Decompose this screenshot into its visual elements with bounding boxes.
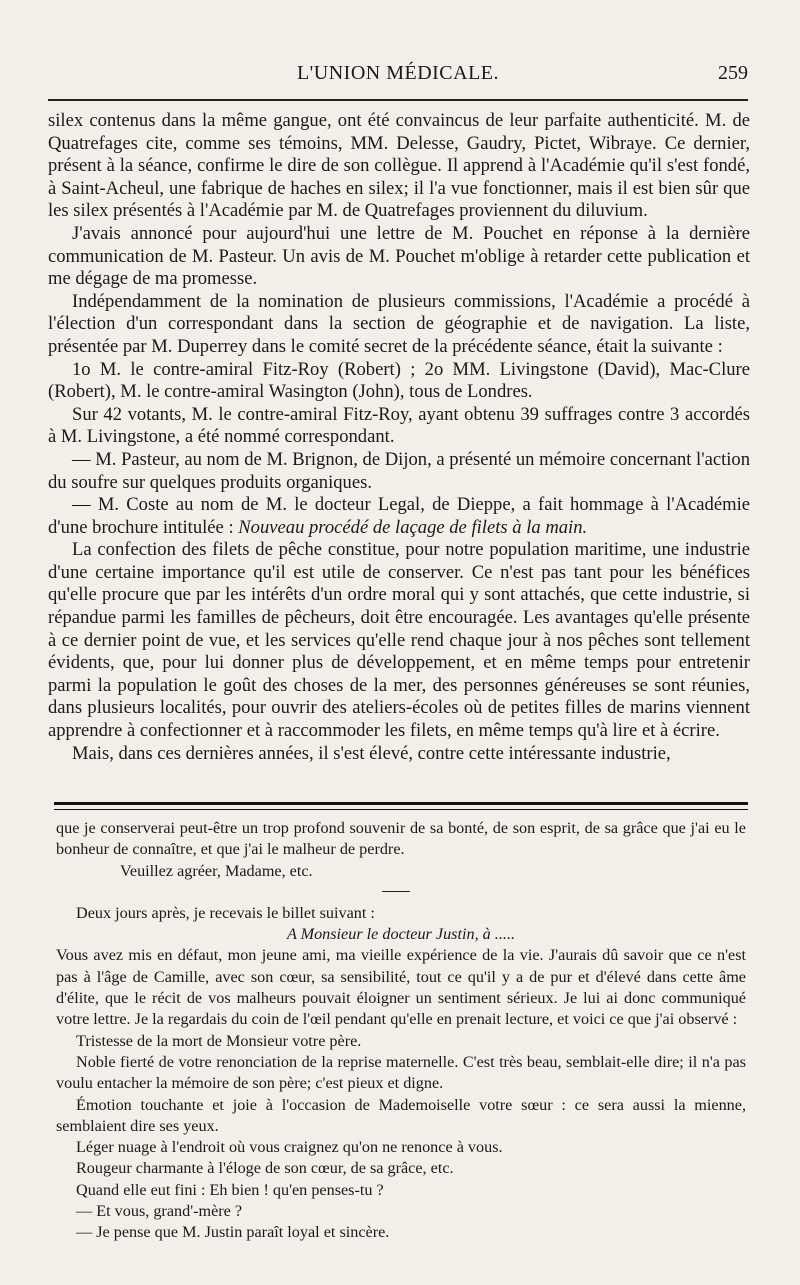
paragraph: Sur 42 votants, M. le contre-amiral Fitz-Roy, ayant obtenu 39 suffrages contre 3 accordés à M. Livingstone, a été nommé correspondant. (48, 403, 750, 448)
letter-paragraph: Quand elle eut fini : Eh bien ! qu'en penses-tu ? (76, 1180, 384, 1199)
paragraph-text: — M. Coste au nom de M. le docteur Legal, de Dieppe, a fait hommage à l'Académie d'une brochure intitulée : (48, 494, 750, 538)
letter-address: A Monsieur le docteur Justin, à ..... (286, 925, 516, 944)
paragraph: 1o M. le contre-amiral Fitz-Roy (Robert) ; 2o MM. Livingstone (David), Mac-Clure (Robert), M. le contre-amiral Wasington (John), tous de Londres. (48, 358, 750, 403)
paragraph: Indépendamment de la nomination de plusieurs commissions, l'Académie a procédé à l'élection d'un correspondant dans la section de géographie et de navigation. La liste, présentée par M. Duperrey dans le comité secret de la précédente séance, était la suivante : (48, 290, 750, 357)
continuation-text: que je conserverai peut-être un trop profond souvenir de sa bonté, de son esprit, de sa grâce que j'ai eu le bonheur de connaître, et que j'ai le malheur de perdre. (56, 819, 746, 859)
paragraph: La confection des filets de pêche constitue, pour notre population maritime, une industrie d'une certaine importance qu'il est utile de conserver. Ce n'est pas tant pour les bénéfices qu'elle procure que par les intérêts d'un ordre moral qui y sont attachés, que cette industrie, si répandue parmi les familles de pêcheurs, doit être encouragée. Les avantages qu'elle présente à ce dernier point de vue, et les services qu'elle rend chaque jour à nos pêches sont tellement évidents, que, pour lui donner plus de développement, et en même temps pour entretenir parmi la population le goût des choses de la mer, des personnes généreuses se sont réunies, dans plusieurs localités, pour ouvrir des ateliers-écoles où de petites filles de marins viennent apprendre à confectionner et à raccommoder les filets, en même temps qu'à lire et à écrire. (48, 539, 750, 742)
feuilleton-separator (54, 802, 748, 810)
letter-closing: Veuillez agréer, Madame, etc. (120, 861, 313, 880)
dialogue-line: — Je pense que M. Justin paraît loyal et sincère. (76, 1223, 390, 1242)
letter-paragraph: Rougeur charmante à l'éloge de son cœur, de sa grâce, etc. (76, 1159, 454, 1178)
intro-line: Deux jours après, je recevais le billet suivant : (76, 903, 375, 922)
running-title: L'UNION MÉDICALE. (296, 62, 500, 84)
letter-paragraph: Émotion touchante et joie à l'occasion de Mademoiselle votre sœur : ce sera aussi la mienne, semblaient dire ses yeux. (56, 1095, 746, 1135)
letter-paragraph: Vous avez mis en défaut, mon jeune ami, ma vieille expérience de la vie. J'aurais dû savoir que ce n'est pas à l'âge de Camille, avec son cœur, sa sensibilité, tout ce qu'il y a de pur et d'élevé dans cette âme d'élite, que le récit de vos malheurs pouvait éloigner un sentiment sérieux. Je lui ai donc communiqué votre lettre. Je la regardais du coin de l'œil pendant qu'elle en prenait lecture, et voici ce que j'ai observé : (56, 946, 746, 1029)
paragraph: silex contenus dans la même gangue, ont été convaincus de leur parfaite authenticité. M. de Quatrefages cite, comme ses témoins, MM. Delesse, Gaudry, Pictet, Wibraye. Ce dernier, présent à la séance, confirme le dire de son collègue. Il apprend à l'Académie qu'il s'est fondé, à Saint-Acheul, une fabrique de haches en silex; il l'a vue fonctionner, mais il est bien sûr que les silex présentés à l'Académie par M. de Quatrefages proviennent du diluvium. (48, 110, 750, 222)
feuilleton-body (56, 818, 746, 1244)
letter-paragraph: Tristesse de la mort de Monsieur votre père. (76, 1031, 362, 1050)
letter-paragraph: Noble fierté de votre renonciation de la reprise maternelle. C'est très beau, semblait-elle dire; il n'a pas voulu entacher la mémoire de son père; c'est pieux et digne. (56, 1052, 746, 1093)
section-dash (382, 891, 410, 892)
page-header (48, 58, 748, 92)
brochure-title: Nouveau procédé de laçage de filets à la main. (238, 516, 588, 538)
letter-paragraph: Léger nuage à l'endroit où vous craignez qu'on ne renonce à vous. (76, 1138, 503, 1157)
page-number: 259 (718, 62, 748, 84)
paragraph: Mais, dans ces dernières années, il s'est élevé, contre cette intéressante industrie, (72, 742, 671, 764)
article-body (48, 110, 750, 765)
paragraph: — M. Pasteur, au nom de M. Brignon, de Dijon, a présenté un mémoire concernant l'action du soufre sur quelques produits organiques. (48, 448, 751, 493)
header-rule (48, 99, 748, 101)
paragraph: J'avais annoncé pour aujourd'hui une lettre de M. Pouchet en réponse à la dernière communication de M. Pasteur. Un avis de M. Pouchet m'oblige à retarder cette publication et me dégage de ma promesse. (48, 222, 750, 290)
paragraph (48, 494, 750, 539)
dialogue-line: — Et vous, grand'-mère ? (76, 1202, 243, 1221)
